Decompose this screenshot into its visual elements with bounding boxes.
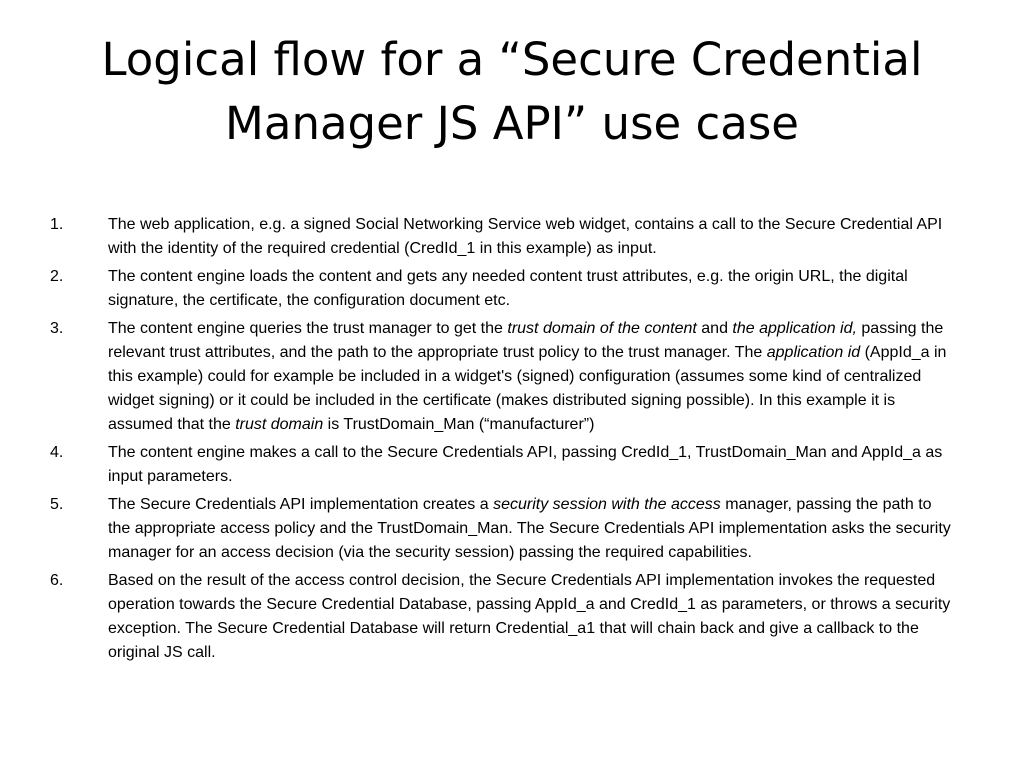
step-item xyxy=(50,569,954,665)
step-text-segment: The content engine loads the content and gets any needed content trust attributes, e.g. the origin URL, the digital signature, the certificate, the configuration document etc. xyxy=(108,268,908,309)
step-item xyxy=(50,441,954,489)
step-item xyxy=(50,317,954,437)
step-text xyxy=(108,496,951,561)
step-text-segment: The Secure Credentials API implementation creates a xyxy=(108,496,494,513)
step-text-emphasis: security session with the access xyxy=(493,496,721,513)
step-text-segment: (AppId_a in this example) could for example be included in a widget's (signed) configuration (assumes some kind of centralized widget signing) or it could be included in the certificate (makes distributed signing possible). In this example it is assumed that the xyxy=(108,344,947,433)
step-number: 3. xyxy=(50,320,64,337)
step-text xyxy=(108,216,942,257)
step-text xyxy=(108,268,908,309)
step-number: 5. xyxy=(50,496,64,513)
step-number: 1. xyxy=(50,216,64,233)
step-number: 6. xyxy=(50,572,64,589)
step-text-emphasis: application id xyxy=(766,344,861,361)
slide-title xyxy=(40,28,984,156)
step-number: 4. xyxy=(50,444,64,461)
step-text-segment: The content engine queries the trust manager to get the xyxy=(108,320,508,337)
step-item xyxy=(50,265,954,313)
step-text-emphasis: trust domain xyxy=(235,416,324,433)
slide-title-line-2: Manager JS API” use case xyxy=(225,97,799,150)
step-text xyxy=(108,320,946,433)
step-text-emphasis: trust domain of the content xyxy=(507,320,697,337)
step-text xyxy=(108,572,950,661)
step-item xyxy=(50,213,954,261)
step-text-emphasis: the application id, xyxy=(732,320,857,337)
step-text-segment: and xyxy=(696,320,733,337)
step-text-segment: The content engine makes a call to the Secure Credentials API, passing CredId_1, TrustDomain_Man and AppId_a as input parameters. xyxy=(108,444,943,485)
step-text-segment: Based on the result of the access control decision, the Secure Credentials API implementation invokes the requested operation towards the Secure Credential Database, passing AppId_a and CredId_1 as parameters, or throws a security exception. The Secure Credential Database will return Credential_a1 that will chain back and give a callback to the original JS call. xyxy=(108,572,951,661)
step-number: 2. xyxy=(50,268,64,285)
numbered-step-list xyxy=(50,213,954,669)
step-text-segment: passing the relevant trust attributes, and the path to the appropriate trust policy to the trust manager. The xyxy=(108,320,944,361)
step-text-segment: is TrustDomain_Man (“manufacturer”) xyxy=(323,416,595,433)
step-item xyxy=(50,493,954,565)
step-text-segment: The web application, e.g. a signed Social Networking Service web widget, contains a call to the Secure Credential API with the identity of the required credential (CredId_1 in this example) as input. xyxy=(108,216,943,257)
step-text-segment: manager, passing the path to the appropriate access policy and the TrustDomain_Man. The Secure Credentials API implementation asks the security manager for an access decision (via the security session) passing the required capabilities. xyxy=(108,496,951,561)
slide-title-line-1: Logical flow for a “Secure Credential xyxy=(101,33,923,86)
step-text xyxy=(108,444,942,485)
